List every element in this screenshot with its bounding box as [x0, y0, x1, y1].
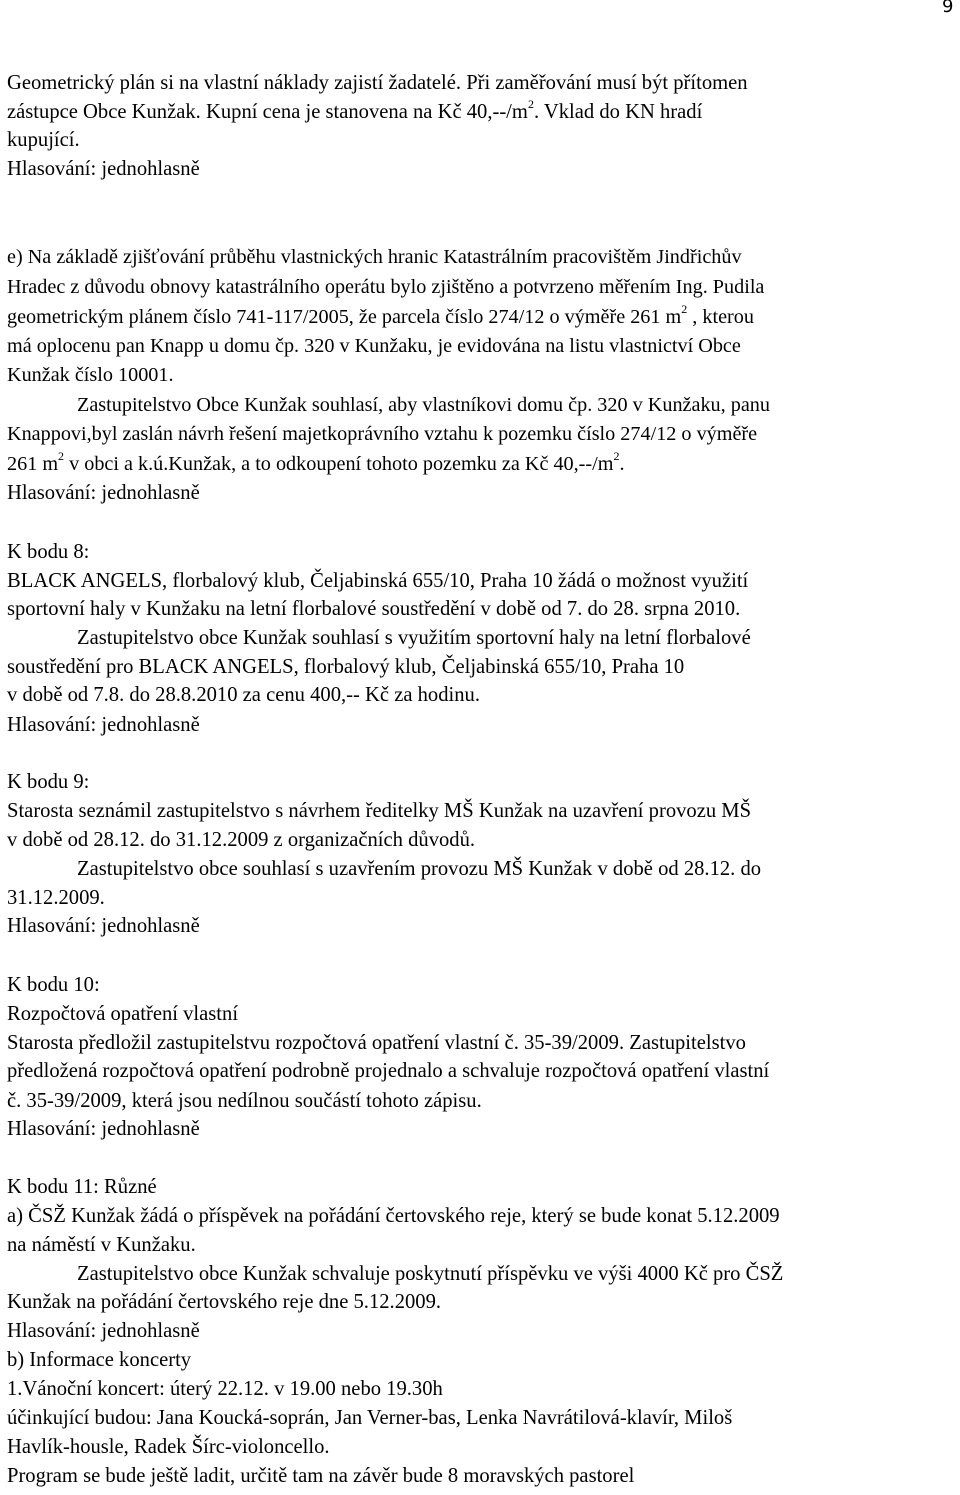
text-line: Kunžak na pořádání čertovského reje dne 5.12.2009.	[7, 1291, 442, 1313]
text-line: Starosta seznámil zastupitelstvo s návrhem ředitelky MŠ Kunžak na uzavření provozu MŠ	[7, 800, 752, 822]
text-line: Program se bude ještě ladit, určitě tam na závěr bude 8 moravských pastorel	[7, 1465, 635, 1487]
text-line: 261 $m^2$ v obci a k.ú.Kunžak, a to odkoupení tohoto pozemku za Kč $40,--/m^2$.	[7, 449, 625, 475]
text-line: kupující.	[7, 129, 80, 151]
text-line: geometrickým plánem číslo 741-117/2005, že parcela číslo 274/12 o výměře 261 $m^2$ , kterou	[7, 302, 754, 328]
text-line: zástupce Obce Kunžak. Kupní cena je stanovena na Kč $40,--/m^2$. Vklad do KN hradí	[7, 97, 703, 123]
text-line: Knappovi,byl zaslán návrh řešení majetkoprávního vztahu k pozemku číslo 274/12 o výměře	[7, 423, 758, 445]
voting-result: Hlasování: jednohlasně	[7, 158, 200, 180]
text-line: Zastupitelstvo obce Kunžak souhlasí s využitím sportovní haly na letní florbalové	[77, 627, 751, 649]
section-heading: K bodu 9:	[7, 771, 90, 793]
text-line: č. 35-39/2009, která jsou nedílnou součástí tohoto zápisu.	[7, 1090, 482, 1112]
text-line: v době od 7.8. do 28.8.2010 za cenu 400,-- Kč za hodinu.	[7, 684, 480, 706]
text-line: e) Na základě zjišťování průběhu vlastnických hranic Katastrálním pracovištěm Jindřichův	[7, 246, 742, 268]
text-line: Zastupitelstvo obce souhlasí s uzavřením provozu MŠ Kunžak v době od 28.12. do	[77, 858, 762, 880]
section-heading: K bodu 11: Různé	[7, 1176, 157, 1198]
text-line: sportovní haly v Kunžaku na letní florbalové soustředění v době od 7. do 28. srpna 2010.	[7, 598, 741, 620]
text-line: soustředění pro BLACK ANGELS, florbalový klub, Čeljabinská 655/10, Praha 10	[7, 656, 685, 678]
text-line: Starosta předložil zastupitelstvu rozpočtová opatření vlastní č. 35-39/2009. Zastupitelstvo	[7, 1032, 746, 1054]
section-heading: K bodu 10:	[7, 974, 100, 996]
text-line: Geometrický plán si na vlastní náklady zajistí žadatelé. Při zaměřování musí být přítomen	[7, 72, 748, 94]
section-heading: K bodu 8:	[7, 541, 90, 563]
text-line: má oplocenu pan Knapp u domu čp. 320 v Kunžaku, je evidována na listu vlastnictví Obce	[7, 335, 741, 357]
text-line: předložená rozpočtová opatření podrobně projednalo a schvaluje rozpočtová opatření vlastní	[7, 1060, 770, 1082]
voting-result: Hlasování: jednohlasně	[7, 482, 200, 504]
voting-result: Hlasování: jednohlasně	[7, 1320, 200, 1342]
text-line: Zastupitelstvo obce Kunžak schvaluje poskytnutí příspěvku ve výši 4000 Kč pro ČSŽ	[77, 1263, 784, 1285]
text-line: b) Informace koncerty	[7, 1349, 192, 1371]
voting-result: Hlasování: jednohlasně	[7, 714, 200, 736]
text-line: Zastupitelstvo Obce Kunžak souhlasí, aby vlastníkovi domu čp. 320 v Kunžaku, panu	[77, 394, 770, 416]
text-line: 31.12.2009.	[7, 887, 105, 909]
voting-result: Hlasování: jednohlasně	[7, 915, 200, 937]
text-line: Havlík-housle, Radek Šírc-violoncello.	[7, 1436, 330, 1458]
text-line: BLACK ANGELS, florbalový klub, Čeljabinská 655/10, Praha 10 žádá o možnost využití	[7, 570, 749, 592]
text-line: na náměstí v Kunžaku.	[7, 1234, 196, 1256]
text-line: a) ČSŽ Kunžak žádá o příspěvek na pořádání čertovského reje, který se bude konat 5.12.2009	[7, 1205, 780, 1227]
text-line: Hradec z důvodu obnovy katastrálního operátu bylo zjištěno a potvrzeno měřením Ing. Pudila	[7, 276, 765, 298]
text-line: Kunžak číslo 10001.	[7, 364, 174, 386]
page-number: 9	[942, 0, 954, 17]
voting-result: Hlasování: jednohlasně	[7, 1118, 200, 1140]
text-line: Rozpočtová opatření vlastní	[7, 1003, 239, 1025]
text-line: 1.Vánoční koncert: úterý 22.12. v 19.00 nebo 19.30h	[7, 1378, 443, 1400]
text-line: v době od 28.12. do 31.12.2009 z organizačních důvodů.	[7, 829, 476, 851]
text-line: účinkující budou: Jana Koucká-soprán, Jan Verner-bas, Lenka Navrátilová-klavír, Miloš	[7, 1407, 733, 1429]
